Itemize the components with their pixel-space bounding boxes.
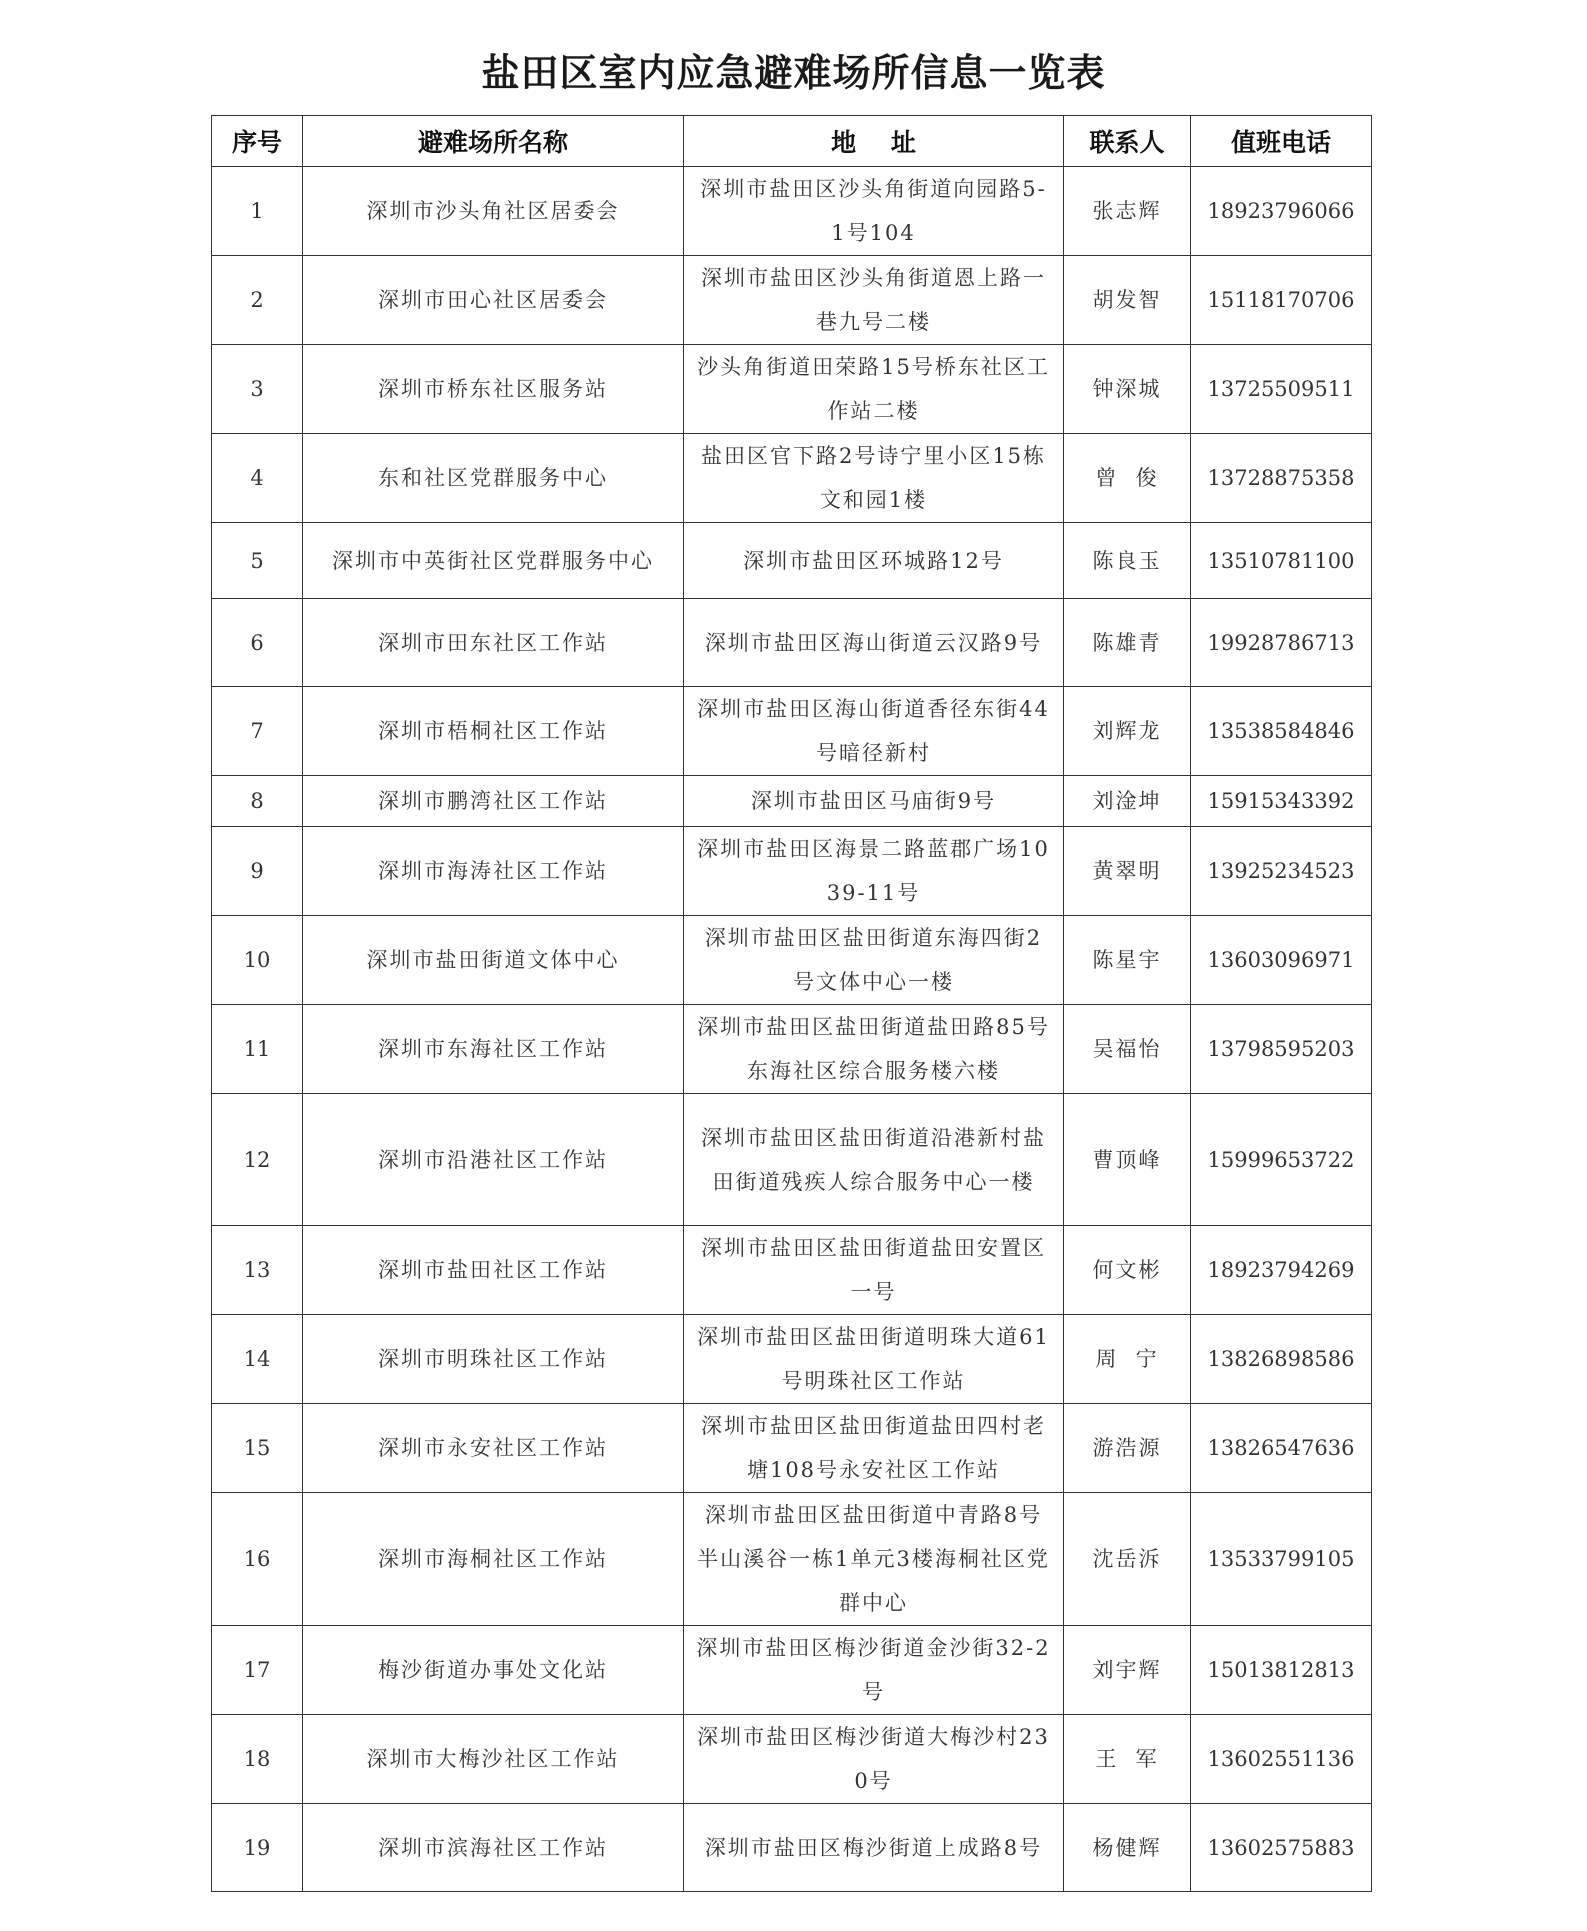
row-index: 13 <box>212 1226 303 1315</box>
row-address: 深圳市盐田区盐田街道东海四街2号文体中心一楼 <box>684 916 1064 1005</box>
row-name: 深圳市永安社区工作站 <box>303 1404 684 1493</box>
row-phone: 13826547636 <box>1191 1404 1372 1493</box>
row-phone: 13728875358 <box>1191 434 1372 523</box>
table-row <box>212 1404 1372 1493</box>
row-address: 深圳市盐田区沙头角街道向园路5-1号104 <box>684 167 1064 256</box>
row-index: 3 <box>212 345 303 434</box>
row-phone: 18923794269 <box>1191 1226 1372 1315</box>
row-phone: 15915343392 <box>1191 776 1372 827</box>
row-index: 19 <box>212 1804 303 1892</box>
row-address: 深圳市盐田区盐田街道中青路8号半山溪谷一栋1单元3楼海桐社区党群中心 <box>684 1493 1064 1626</box>
shelter-table <box>211 115 1372 1892</box>
row-index: 5 <box>212 523 303 599</box>
row-phone: 13538584846 <box>1191 687 1372 776</box>
row-address: 深圳市盐田区盐田街道盐田安置区一号 <box>684 1226 1064 1315</box>
row-contact: 钟深城 <box>1064 345 1191 434</box>
row-name: 梅沙街道办事处文化站 <box>303 1626 684 1715</box>
row-contact: 胡发智 <box>1064 256 1191 345</box>
table-row <box>212 1005 1372 1094</box>
row-address: 深圳市盐田区海山街道香径东街44号暗径新村 <box>684 687 1064 776</box>
row-contact: 沈岳泝 <box>1064 1493 1191 1626</box>
row-address: 深圳市盐田区盐田街道盐田路85号东海社区综合服务楼六楼 <box>684 1005 1064 1094</box>
row-index: 16 <box>212 1493 303 1626</box>
row-phone: 15013812813 <box>1191 1626 1372 1715</box>
row-address: 盐田区官下路2号诗宁里小区15栋文和园1楼 <box>684 434 1064 523</box>
row-address: 深圳市盐田区马庙街9号 <box>684 776 1064 827</box>
row-index: 8 <box>212 776 303 827</box>
row-index: 9 <box>212 827 303 916</box>
row-phone: 13603096971 <box>1191 916 1372 1005</box>
row-address: 深圳市盐田区海山街道云汉路9号 <box>684 599 1064 687</box>
row-contact: 刘淦坤 <box>1064 776 1191 827</box>
table-row <box>212 827 1372 916</box>
row-phone: 18923796066 <box>1191 167 1372 256</box>
row-address: 深圳市盐田区沙头角街道恩上路一巷九号二楼 <box>684 256 1064 345</box>
header-name: 避难场所名称 <box>303 116 684 167</box>
row-phone: 13533799105 <box>1191 1493 1372 1626</box>
header-contact: 联系人 <box>1064 116 1191 167</box>
table-row <box>212 1094 1372 1226</box>
row-index: 2 <box>212 256 303 345</box>
row-name: 深圳市滨海社区工作站 <box>303 1804 684 1892</box>
row-index: 11 <box>212 1005 303 1094</box>
row-contact: 何文彬 <box>1064 1226 1191 1315</box>
table-row <box>212 1226 1372 1315</box>
table-row <box>212 1715 1372 1804</box>
header-phone: 值班电话 <box>1191 116 1372 167</box>
row-phone: 13798595203 <box>1191 1005 1372 1094</box>
row-contact: 陈良玉 <box>1064 523 1191 599</box>
row-contact: 张志辉 <box>1064 167 1191 256</box>
row-index: 14 <box>212 1315 303 1404</box>
table-row <box>212 434 1372 523</box>
row-name: 深圳市盐田街道文体中心 <box>303 916 684 1005</box>
row-address: 深圳市盐田区盐田街道盐田四村老塘108号永安社区工作站 <box>684 1404 1064 1493</box>
row-name: 深圳市梧桐社区工作站 <box>303 687 684 776</box>
table-row <box>212 599 1372 687</box>
row-contact: 陈雄青 <box>1064 599 1191 687</box>
row-contact: 曾 俊 <box>1064 434 1191 523</box>
row-name: 深圳市中英街社区党群服务中心 <box>303 523 684 599</box>
row-name: 深圳市鹏湾社区工作站 <box>303 776 684 827</box>
table-row <box>212 776 1372 827</box>
row-name: 深圳市盐田社区工作站 <box>303 1226 684 1315</box>
table-header-row <box>212 116 1372 167</box>
row-index: 1 <box>212 167 303 256</box>
row-phone: 13602575883 <box>1191 1804 1372 1892</box>
table-row <box>212 256 1372 345</box>
row-contact: 王 军 <box>1064 1715 1191 1804</box>
header-address: 地 址 <box>684 116 1064 167</box>
table-row <box>212 1804 1372 1892</box>
row-name: 深圳市海涛社区工作站 <box>303 827 684 916</box>
row-index: 6 <box>212 599 303 687</box>
row-address: 深圳市盐田区盐田街道明珠大道61号明珠社区工作站 <box>684 1315 1064 1404</box>
row-name: 深圳市田心社区居委会 <box>303 256 684 345</box>
row-phone: 13826898586 <box>1191 1315 1372 1404</box>
row-contact: 曹顶峰 <box>1064 1094 1191 1226</box>
row-address: 深圳市盐田区环城路12号 <box>684 523 1064 599</box>
row-index: 12 <box>212 1094 303 1226</box>
table-row <box>212 523 1372 599</box>
row-contact: 陈星宇 <box>1064 916 1191 1005</box>
table-row <box>212 1315 1372 1404</box>
table-row <box>212 345 1372 434</box>
row-phone: 19928786713 <box>1191 599 1372 687</box>
row-address: 深圳市盐田区海景二路蓝郡广场1039-11号 <box>684 827 1064 916</box>
row-address: 深圳市盐田区梅沙街道大梅沙村230号 <box>684 1715 1064 1804</box>
row-address: 沙头角街道田荣路15号桥东社区工作站二楼 <box>684 345 1064 434</box>
table-row <box>212 916 1372 1005</box>
table-row <box>212 167 1372 256</box>
row-name: 深圳市田东社区工作站 <box>303 599 684 687</box>
table-row <box>212 1626 1372 1715</box>
row-contact: 周 宁 <box>1064 1315 1191 1404</box>
row-name: 东和社区党群服务中心 <box>303 434 684 523</box>
row-phone: 13602551136 <box>1191 1715 1372 1804</box>
table-row <box>212 687 1372 776</box>
row-phone: 13510781100 <box>1191 523 1372 599</box>
row-contact: 黄翠明 <box>1064 827 1191 916</box>
row-index: 18 <box>212 1715 303 1804</box>
row-contact: 刘辉龙 <box>1064 687 1191 776</box>
table-row <box>212 1493 1372 1626</box>
row-contact: 杨健辉 <box>1064 1804 1191 1892</box>
row-name: 深圳市沙头角社区居委会 <box>303 167 684 256</box>
row-address: 深圳市盐田区盐田街道沿港新村盐田街道残疾人综合服务中心一楼 <box>684 1094 1064 1226</box>
row-index: 10 <box>212 916 303 1005</box>
row-index: 7 <box>212 687 303 776</box>
row-name: 深圳市沿港社区工作站 <box>303 1094 684 1226</box>
row-contact: 刘宇辉 <box>1064 1626 1191 1715</box>
row-address: 深圳市盐田区梅沙街道上成路8号 <box>684 1804 1064 1892</box>
row-index: 17 <box>212 1626 303 1715</box>
row-index: 15 <box>212 1404 303 1493</box>
row-contact: 游浩源 <box>1064 1404 1191 1493</box>
row-name: 深圳市大梅沙社区工作站 <box>303 1715 684 1804</box>
row-name: 深圳市东海社区工作站 <box>303 1005 684 1094</box>
row-phone: 13725509511 <box>1191 345 1372 434</box>
document-title: 盐田区室内应急避难场所信息一览表 <box>481 51 1106 95</box>
row-name: 深圳市桥东社区服务站 <box>303 345 684 434</box>
row-phone: 13925234523 <box>1191 827 1372 916</box>
row-name: 深圳市海桐社区工作站 <box>303 1493 684 1626</box>
row-phone: 15999653722 <box>1191 1094 1372 1226</box>
row-contact: 吴福怡 <box>1064 1005 1191 1094</box>
row-name: 深圳市明珠社区工作站 <box>303 1315 684 1404</box>
row-address: 深圳市盐田区梅沙街道金沙街32-2号 <box>684 1626 1064 1715</box>
row-phone: 15118170706 <box>1191 256 1372 345</box>
row-index: 4 <box>212 434 303 523</box>
header-index: 序号 <box>212 116 303 167</box>
